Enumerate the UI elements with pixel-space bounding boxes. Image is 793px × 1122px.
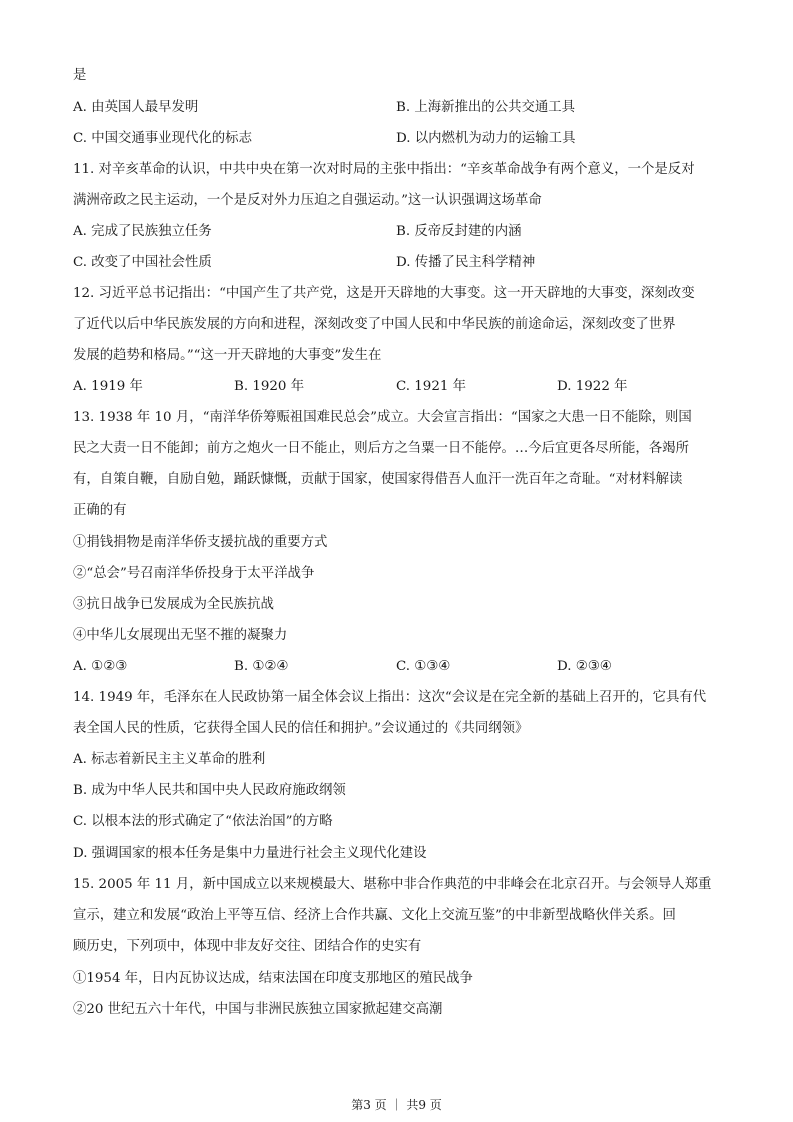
q13-stem-line-1: 13. 1938 年 10 月，“南洋华侨筹赈祖国难民总会”成立。大会宣言指出：“国家之大患一日不能除，则国: [73, 410, 692, 425]
q13-item-4: ④中华儿女展现出无坚不摧的凝聚力: [73, 628, 288, 643]
q12-stem-line-1: 12. 习近平总书记指出：“中国产生了共产党，这是开天辟地的大事变。这一开天辟地的大事变，深刻改变: [73, 286, 695, 301]
q13-stem-line-3: 有，自策自鞭，自励自勉，踊跃慷慨，贡献于国家，使国家得借吾人血汗一洗百年之奇耻。“对材料解读: [73, 472, 683, 487]
q11-option-b: B. 反帝反封建的内涵: [396, 224, 522, 239]
q14-option-a: A. 标志着新民主主义革命的胜利: [73, 752, 266, 767]
q11-option-a: A. 完成了民族独立任务: [73, 224, 212, 239]
q10-option-c: C. 中国交通事业现代化的标志: [73, 131, 252, 146]
q13-stem-line-2: 民之大责一日不能卸；前方之炮火一日不能止，则后方之刍粟一日不能停。…今后宜更各尽所能，各竭所: [73, 441, 689, 456]
prev-question-tail: 是: [73, 68, 87, 83]
q10-option-a: A. 由英国人最早发明: [73, 100, 199, 115]
q14-option-c: C. 以根本法的形式确定了“依法治国”的方略: [73, 814, 333, 829]
q13-option-c: C. ①③④: [396, 659, 451, 674]
q13-item-2: ②“总会”号召南洋华侨投身于太平洋战争: [73, 566, 315, 581]
q11-option-d: D. 传播了民主科学精神: [396, 255, 536, 270]
q15-item-1: ①1954 年，日内瓦协议达成，结束法国在印度支那地区的殖民战争: [73, 971, 473, 986]
q13-option-b: B. ①②④: [234, 659, 289, 674]
q11-stem-line-1: 11. 对辛亥革命的认识，中共中央在第一次对时局的主张中指出：“辛亥革命战争有两个意义，一个是反对: [73, 162, 695, 177]
q12-option-c: C. 1921 年: [396, 379, 467, 394]
q11-option-c: C. 改变了中国社会性质: [73, 255, 212, 270]
q12-stem-line-3: 发展的趋势和格局。”“这一开天辟地的大事变”发生在: [73, 348, 382, 363]
q13-item-1: ①捐钱捐物是南洋华侨支援抗战的重要方式: [73, 535, 328, 550]
q12-option-a: A. 1919 年: [73, 379, 143, 394]
q11-stem-line-2: 满洲帝政之民主运动，一个是反对外力压迫之自强运动。”这一认识强调这场革命: [73, 193, 542, 208]
q14-option-b: B. 成为中华人民共和国中央人民政府施政纲领: [73, 783, 346, 798]
q15-stem-line-2: 宣示，建立和发展“政治上平等互信、经济上合作共赢、文化上交流互鉴”的中非新型战略伙伴关系。回: [73, 908, 676, 923]
q14-stem-line-2: 表全国人民的性质，它获得全国人民的信任和拥护。”会议通过的《共同纲领》: [73, 721, 529, 736]
q10-option-d: D. 以内燃机为动力的运输工具: [396, 131, 576, 146]
q12-stem-line-2: 了近代以后中华民族发展的方向和进程，深刻改变了中国人民和中华民族的前途命运，深刻改变了世界: [73, 317, 676, 332]
q15-item-2: ②20 世纪五六十年代，中国与非洲民族独立国家掀起建交高潮: [73, 1002, 443, 1017]
q12-option-b: B. 1920 年: [234, 379, 305, 394]
q13-stem-line-4: 正确的有: [73, 503, 127, 518]
q15-stem-line-3: 顾历史，下列项中，体现中非友好交往、团结合作的史实有: [73, 939, 422, 954]
q12-option-d: D. 1922 年: [557, 379, 628, 394]
q13-item-3: ③抗日战争已发展成为全民族抗战: [73, 597, 274, 612]
q14-stem-line-1: 14. 1949 年，毛泽东在人民政协第一届全体会议上指出：这次“会议是在完全新的基础上召开的，它具有代: [73, 690, 707, 705]
q10-option-b: B. 上海新推出的公共交通工具: [396, 100, 576, 115]
q14-option-d: D. 强调国家的根本任务是集中力量进行社会主义现代化建设: [73, 846, 427, 861]
q15-stem-line-1: 15. 2005 年 11 月，新中国成立以来规模最大、堪称中非合作典范的中非峰会在北京召开。与会领导人郑重: [73, 877, 712, 892]
q13-option-a: A. ①②③: [73, 659, 128, 674]
q13-option-d: D. ②③④: [557, 659, 612, 674]
page-footer: 第3 页 ｜ 共9 页: [351, 1098, 442, 1112]
